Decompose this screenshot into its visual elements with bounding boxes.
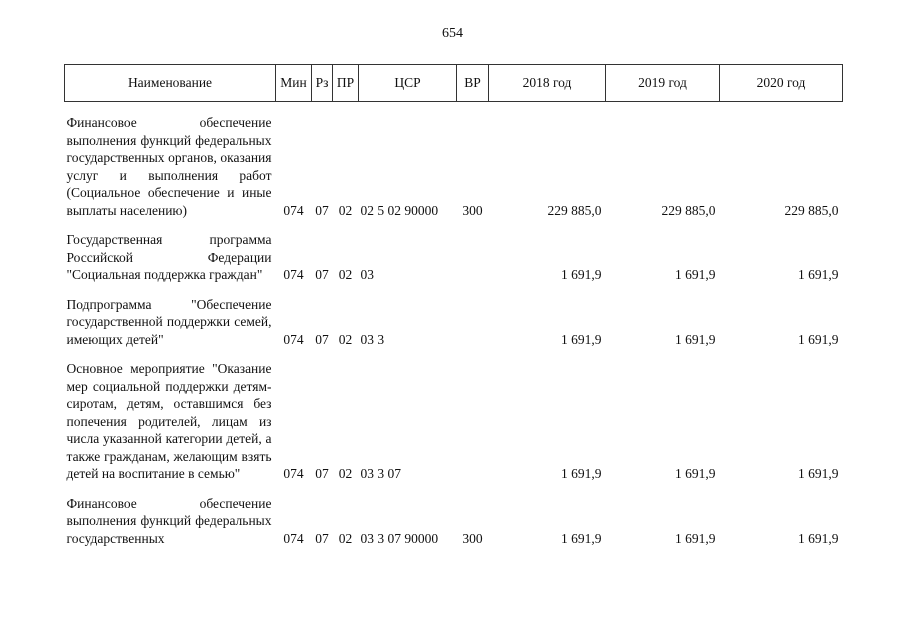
row-name: Финансовое обеспечение выполнения функций федеральных государственных органов, оказания услуг и выполнения работ (Социальное обеспечение и иные выплаты населению) xyxy=(66,115,272,218)
row-2018: 1 691,9 xyxy=(561,267,602,282)
row-pr: 02 xyxy=(338,202,353,218)
row-csr: 03 3 07 xyxy=(360,466,401,481)
row-2019: 229 885,0 xyxy=(661,202,716,218)
row-2019: 1 691,9 xyxy=(675,530,716,546)
header-pr: ПР xyxy=(333,65,359,102)
spacer-cell xyxy=(65,219,843,231)
row-name: Подпрограмма "Обеспечение государственной поддержки семей, имеющих детей" xyxy=(66,296,272,347)
row-2019: 1 691,9 xyxy=(675,466,716,481)
row-spacer xyxy=(65,348,843,360)
header-row xyxy=(65,65,843,102)
row-2019: 1 691,9 xyxy=(675,331,716,347)
table-row xyxy=(65,231,843,284)
row-rz: 07 xyxy=(315,466,329,481)
table-header xyxy=(65,65,843,102)
row-2019: 1 691,9 xyxy=(675,267,716,282)
table-row xyxy=(65,360,843,483)
row-pr: 02 xyxy=(338,331,353,347)
row-name: Финансовое обеспечение выполнения функций федеральных государственных xyxy=(66,495,272,546)
row-2018: 1 691,9 xyxy=(561,331,602,347)
row-2018: 1 691,9 xyxy=(561,466,602,481)
row-2020: 1 691,9 xyxy=(798,530,839,546)
row-pr: 02 xyxy=(338,466,353,481)
row-min: 074 xyxy=(283,331,304,347)
row-rz: 07 xyxy=(315,202,329,218)
spacer-cell xyxy=(65,483,843,495)
row-csr: 03 3 07 90000 xyxy=(360,530,439,546)
header-rz: Рз xyxy=(312,65,333,102)
row-pr: 02 xyxy=(338,267,353,282)
row-rz: 07 xyxy=(315,331,329,347)
row-vr: 300 xyxy=(462,530,483,546)
row-rz: 07 xyxy=(315,267,329,282)
row-csr: 03 3 xyxy=(360,331,385,347)
row-rz: 07 xyxy=(315,530,329,546)
row-2020: 1 691,9 xyxy=(798,267,839,282)
row-2020: 1 691,9 xyxy=(798,466,839,481)
table-row xyxy=(65,296,843,349)
header-csr: ЦСР xyxy=(359,65,457,102)
budget-table xyxy=(64,64,843,547)
header-vr: ВР xyxy=(457,65,489,102)
row-2020: 229 885,0 xyxy=(784,202,839,218)
row-csr: 03 xyxy=(360,267,374,282)
header-2019: 2019 год xyxy=(606,65,720,102)
row-name: Государственная программа Российской Федерации "Социальная поддержка граждан" xyxy=(66,232,272,282)
row-2020: 1 691,9 xyxy=(798,331,839,347)
row-2018: 1 691,9 xyxy=(561,530,602,546)
spacer-cell xyxy=(65,348,843,360)
row-name: Основное мероприятие "Оказание мер социальной поддержки детям-сиротам, детям, оставшимся без попечения родителей, лицам из числа указанной категории детей, а также гражданам, желающим взять детей на воспитание в семью" xyxy=(66,361,272,481)
row-spacer xyxy=(65,284,843,296)
row-min: 074 xyxy=(283,466,304,481)
spacer-cell xyxy=(65,102,843,115)
row-pr: 02 xyxy=(338,530,353,546)
table-row xyxy=(65,495,843,548)
header-name: Наименование xyxy=(65,65,276,102)
row-vr: 300 xyxy=(462,202,483,218)
row-vr xyxy=(457,231,489,284)
spacer-cell xyxy=(65,284,843,296)
row-vr xyxy=(457,296,489,349)
row-min: 074 xyxy=(283,530,304,546)
header-min: Мин xyxy=(276,65,312,102)
page-number: 654 xyxy=(442,26,463,41)
header-2020: 2020 год xyxy=(720,65,843,102)
row-vr xyxy=(457,360,489,483)
row-min: 074 xyxy=(283,202,304,218)
row-spacer xyxy=(65,219,843,231)
row-csr: 02 5 02 90000 xyxy=(360,202,439,218)
row-spacer xyxy=(65,102,843,115)
row-min: 074 xyxy=(283,267,304,282)
row-spacer xyxy=(65,483,843,495)
table-body xyxy=(65,102,843,548)
header-2018: 2018 год xyxy=(489,65,606,102)
table-row xyxy=(65,114,843,219)
row-2018: 229 885,0 xyxy=(547,202,602,218)
